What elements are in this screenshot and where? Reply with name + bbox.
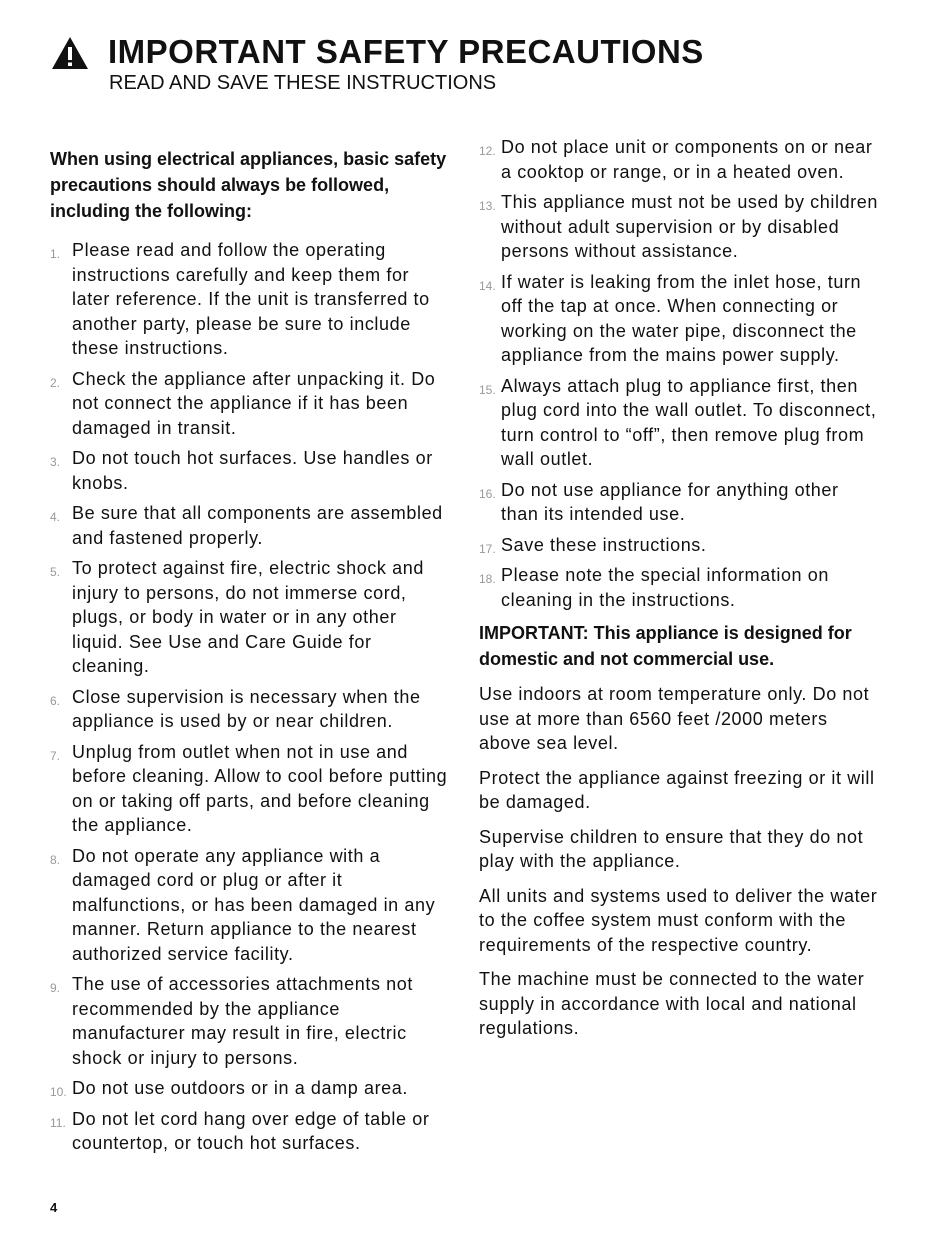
list-item: [479, 533, 879, 558]
paragraph: Supervise children to ensure that they do not play with the appliance.: [479, 826, 864, 871]
item-number: 7.: [50, 748, 61, 763]
intro-text: When using electrical appliances, basic safety precautions should always be followed, including the following:: [50, 149, 447, 221]
item-number: 16.: [479, 486, 496, 501]
list-item: [479, 190, 879, 264]
item-number: 13.: [479, 199, 496, 213]
list-item: [50, 685, 450, 734]
paragraph: Use indoors at room temperature only. Do not use at more than 6560 feet /2000 meters above sea level.: [479, 684, 870, 753]
item-text: Close supervision is necessary when the appliance is used by or near children.: [72, 686, 421, 731]
item-number: 18.: [479, 572, 496, 586]
precautions-list-right: [479, 135, 879, 612]
item-text: The use of accessories attachments not recommended by the appliance manufacturer may result in fire, electric shock or injury to persons.: [72, 974, 413, 1068]
item-text: Unplug from outlet when not in use and before cleaning. Allow to cool before putting on or taking off parts, and before cleaning the appliance.: [72, 741, 448, 835]
list-item: [479, 374, 879, 472]
item-number: 15.: [479, 382, 496, 397]
item-text: To protect against fire, electric shock and injury to persons, do not immerse cord, plugs, or body in water or in any other liquid. See Use and Care Guide for cleaning.: [72, 558, 424, 676]
item-number: 17.: [479, 541, 496, 556]
list-item: [50, 740, 450, 838]
list-item: [50, 556, 450, 679]
item-text: Do not place unit or components on or near a cooktop or range, or in a heated oven.: [501, 137, 873, 182]
list-item: [50, 844, 450, 967]
item-text: Do not use outdoors or in a damp area.: [72, 1078, 408, 1098]
item-text: Please read and follow the operating instructions carefully and keep them for later reference. If the unit is transferred to another party, please be sure to include these instructions.: [72, 240, 430, 358]
item-number: 4.: [50, 510, 61, 524]
list-item: [479, 270, 879, 368]
item-text: Always attach plug to appliance first, then plug cord into the wall outlet. To disconnect, turn control to “off”, then remove plug from wall outlet.: [501, 375, 877, 469]
item-text: Check the appliance after unpacking it. Do not connect the appliance if it has been damaged in transit.: [72, 368, 436, 438]
page-number: 4: [50, 1200, 58, 1215]
item-number: 12.: [479, 144, 496, 158]
list-item: [50, 972, 450, 1070]
right-column: [479, 135, 879, 1051]
item-text: Do not let cord hang over edge of table or countertop, or touch hot surfaces.: [72, 1108, 430, 1153]
item-number: 14.: [479, 278, 496, 293]
page-subtitle: READ AND SAVE THESE INSTRUCTIONS: [109, 72, 497, 94]
item-text: Do not operate any appliance with a damaged cord or plug or after it malfunctions, or has been damaged in any manner. Return appliance to the nearest authorized service facility.: [72, 845, 436, 964]
precautions-list-left: [50, 238, 450, 1156]
item-text: Please note the special information on cleaning in the instructions.: [501, 565, 829, 610]
item-number: 6.: [50, 693, 61, 708]
left-column: [50, 146, 450, 1162]
page-title: IMPORTANT SAFETY PRECAUTIONS: [108, 33, 704, 70]
list-item: [50, 1076, 450, 1101]
list-item: [50, 238, 450, 361]
warning-triangle-icon: [51, 36, 89, 70]
item-number: 8.: [50, 852, 61, 867]
list-item: [479, 563, 879, 612]
paragraph: The machine must be connected to the water supply in accordance with local and national regulations.: [479, 969, 865, 1038]
item-text: This appliance must not be used by children without adult supervision or by disabled persons without assistance.: [501, 192, 879, 261]
paragraph: All units and systems used to deliver the water to the coffee system must conform with the requirements of the respective country.: [479, 885, 878, 955]
item-number: 5.: [50, 565, 61, 579]
item-number: 10.: [50, 1085, 67, 1099]
list-item: [479, 135, 879, 184]
list-item: [479, 478, 879, 527]
important-notice: IMPORTANT: This appliance is designed for domestic and not commercial use.: [479, 623, 852, 669]
list-item: [50, 446, 450, 495]
item-text: Be sure that all components are assembled and fastened properly.: [72, 503, 443, 548]
list-item: [50, 501, 450, 550]
item-number: 3.: [50, 455, 61, 469]
list-item: [50, 1107, 450, 1156]
paragraph: Protect the appliance against freezing or it will be damaged.: [479, 767, 875, 812]
item-text: If water is leaking from the inlet hose, turn off the tap at once. When connecting or working on the water pipe, disconnect the appliance from the mains power supply.: [501, 271, 862, 365]
item-number: 9.: [50, 981, 61, 995]
item-text: Do not touch hot surfaces. Use handles or knobs.: [72, 448, 433, 493]
item-number: 11.: [50, 1115, 66, 1130]
item-text: Save these instructions.: [501, 534, 707, 555]
item-text: Do not use appliance for anything other than its intended use.: [501, 479, 839, 524]
list-item: [50, 367, 450, 441]
item-number: 2.: [50, 375, 61, 390]
item-number: 1.: [50, 247, 61, 261]
